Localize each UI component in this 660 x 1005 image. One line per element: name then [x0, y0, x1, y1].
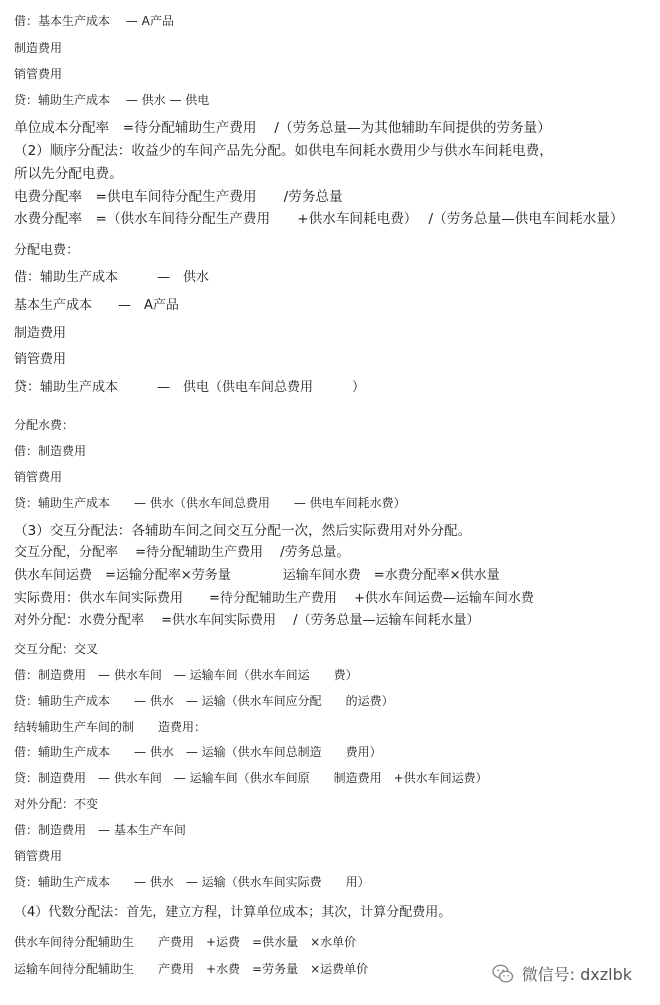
text-line: （4）代数分配法：首先，建立方程，计算单位成本；其次，计算分配费用。 [14, 905, 452, 920]
text-line: 供水车间运费 =运输分配率×劳务量 运输车间水费 =水费分配率×供水量 [14, 568, 500, 583]
text-line: 制造费用 [14, 326, 67, 341]
text-line: 贷：辅助生产成本 — 供水 — 运输（供水车间实际费 用） [14, 875, 370, 889]
text-line: 所以先分配电费。 [14, 166, 123, 182]
watermark [492, 962, 632, 985]
text-line: 对外分配：不变 [14, 797, 99, 811]
text-line: 结转辅助生产车间的制 造费用： [14, 720, 207, 734]
text-line: 贷：制造费用 — 供水车间 — 运输车间（供水车间原 制造费用 +供水车间运费） [14, 771, 488, 785]
text-line: 基本生产成本 — A产品 [14, 298, 179, 313]
text-line: （2）顺序分配法：收益少的车间产品先分配。如供电车间耗水费用少与供水车间耗电费， [14, 143, 553, 159]
text-line: 销管费用 [14, 849, 63, 863]
text-line: 借：制造费用 — 基本生产车间 [14, 823, 186, 837]
text-line: 对外分配：水费分配率 =供水车间实际费用 /（劳务总量—运输车间耗水量） [14, 613, 480, 628]
text-line: 水费分配率 =（供水车间待分配生产费用 +供水车间耗电费） /（劳务总量—供电车间耗水量） [14, 211, 624, 227]
text-line: 制造费用 [14, 41, 63, 55]
text-line: 运输车间待分配辅助生 产费用 +水费 =劳务量 ×运费单价 [14, 962, 369, 976]
text-line: 借：制造费用 — 供水车间 — 运输车间（供水车间运 费） [14, 668, 358, 682]
wechat-icon [492, 964, 514, 984]
text-line: 分配电费： [14, 243, 80, 258]
text-line: 贷：辅助生产成本 — 供水 — 供电 [14, 93, 210, 107]
text-line: 销管费用 [14, 67, 63, 81]
text-line: 借：辅助生产成本 — 供水 — 运输（供水车间总制造 费用） [14, 745, 382, 759]
text-line: 借：制造费用 [14, 444, 87, 458]
text-line: 销管费用 [14, 352, 67, 367]
text-line: 贷：辅助生产成本 — 供水 — 运输（供水车间应分配 的运费） [14, 694, 394, 708]
text-line: 销管费用 [14, 470, 63, 484]
text-line: 借：基本生产成本 — A产品 [14, 14, 174, 28]
text-line: 供水车间待分配辅助生 产费用 +运费 =供水量 ×水单价 [14, 935, 357, 949]
text-line: 单位成本分配率 =待分配辅助生产费用 /（劳务总量—为其他辅助车间提供的劳务量） [14, 120, 551, 136]
text-line: 分配水费： [14, 418, 75, 432]
text-line: 贷：辅助生产成本 — 供电（供电车间总费用 ） [14, 380, 366, 395]
text-line: 交互分配：交叉 [14, 642, 99, 656]
text-line: 电费分配率 =供电车间待分配生产费用 /劳务总量 [14, 189, 343, 205]
text-line: 借：辅助生产成本 — 供水 [14, 270, 210, 285]
text-line: （3）交互分配法：各辅助车间之间交互分配一次，然后实际费用对外分配。 [14, 523, 472, 539]
text-line: 交互分配，分配率 =待分配辅助生产费用 /劳务总量。 [14, 545, 350, 560]
text-line: 实际费用：供水车间实际费用 =待分配辅助生产费用 +供水车间运费—运输车间水费 [14, 591, 534, 606]
text-line: 贷：辅助生产成本 — 供水（供水车间总费用 — 供电车间耗水费） [14, 496, 406, 510]
watermark-text: 微信号: dxzlbk [521, 965, 632, 984]
